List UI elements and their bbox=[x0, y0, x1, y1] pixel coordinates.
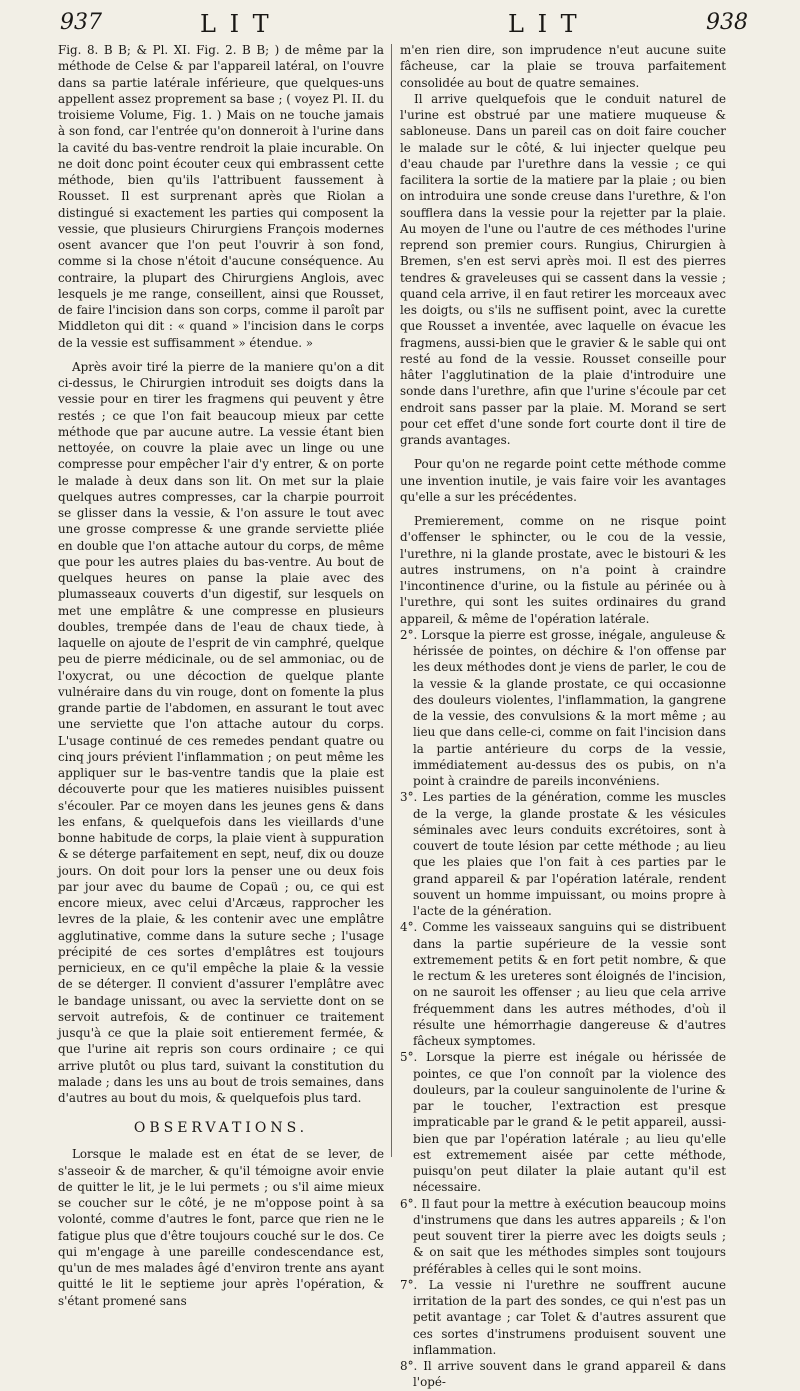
list-item: 6°. Il faut pour la mettre à exécution beaucoup moins d'instrumens que dans les autres appareils ; & l'on peut souvent tirer la pierre avec les doigts seuls ; & on sait que les méthodes simples sont toujours préférables à celles qui le sont moins. bbox=[400, 1196, 726, 1276]
headword-left: L I T bbox=[200, 10, 272, 38]
column-divider bbox=[391, 44, 392, 1157]
paragraph: Premierement, comme on ne risque point d'offenser le sphincter, ou le cou de la vessie, l'urethre, ni la glande prostate, avec le bistouri & les autres instrumens, on n'a point à craindre l'incontinence d'urine, ou la fistule au périnée ou à l'urethre, qui sont les suites ordinaires du grand appareil, & même de l'opération latérale. bbox=[400, 514, 726, 626]
section-heading: OBSERVATIONS. bbox=[133, 1120, 309, 1137]
page-number-right: 938 bbox=[706, 10, 748, 35]
list-item: 5°. Lorsque la pierre est inégale ou hérissée de pointes, ce que l'on connoît par la violence des douleurs, par la couleur sanguinolente de l'urine & par le toucher, l'extraction est presque impraticable par le grand & le petit appareil, aussi-bien que par l'opération latérale ; au lieu qu'elle est extremement aisée par cette méthode, puisqu'on peut dilater la plaie autant qu'il est nécessaire. bbox=[400, 1050, 726, 1195]
paragraph: Pour qu'on ne regarde point cette méthode comme une invention inutile, je vais faire voir les avantages qu'elle a sur les précédentes. bbox=[400, 457, 726, 504]
paragraph: Fig. 8. B B; & Pl. XI. Fig. 2. B B; ) de même par la méthode de Celse & par l'appareil latéral, on l'ouvre dans sa partie latérale inférieure, que quelques-uns appellent assez proprement sa base ; ( voyez Pl. II. du troisieme Volume, Fig. 1. ) Mais on ne touche jamais à son fond, car l'entrée qu'on donneroit à l'urine dans la cavité du bas-ventre rendroit la plaie incurable. On ne doit donc point écouter ceux qui embrassent cette méthode, bien qu'ils l'attribuent faussement à Rousset. Il est surprenant après que Riolan a distingué si exactement les parties qui composent la vessie, que plusieurs Chirurgiens François modernes osent avancer que l'on peut l'ouvrir à son fond, comme si la chose n'étoit d'aucune conséquence. Au contraire, la plupart des Chirurgiens Anglois, avec lesquels je me range, conseillent, ainsi que Rousset, de faire l'incision dans son corps, comme il paroît par Middleton qui dit : « quand » l'incision dans le corps de la vessie est suffisamment » étendue. » bbox=[58, 43, 384, 350]
list-item: 8°. Il arrive souvent dans le grand appareil & dans l'opé- bbox=[400, 1359, 726, 1390]
paragraph: Il arrive quelquefois que le conduit naturel de l'urine est obstrué par une matiere muqueuse & sabloneuse. Dans un pareil cas on doit faire coucher le malade sur le côté, & lui injecter quelque peu d'eau chaude par l'urethre dans la vessie ; ce qui facilitera la sortie de la matiere par la plaie ; ou bien on introduira une sonde creuse dans l'urethre, & l'on soufflera dans la vessie pour la rejetter par la plaie. Au moyen de l'une ou l'autre de ces méthodes l'urine reprend son premier cours. Rungius, Chirurgien à Bremen, s'en est servi après moi. Il est des pierres tendres & graveleuses qui se cassent dans la vessie ; quand cela arrive, il en faut retirer les morceaux avec les doigts, ou s'ils ne suffisent point, avec la curette que Rousset a inventée, avec laquelle on évacue les fragmens, aussi-bien que le gravier & le sable qui ont resté au fond de la vessie. Rousset conseille pour hâter l'agglutination de la plaie d'introduire une sonde dans l'urethre, afin que l'urine s'écoule par cet endroit sans passer par la plaie. M. Morand se sert pour cet effet d'une sonde fort courte dont il tire de grands avantages. bbox=[400, 91, 726, 447]
paragraph: Après avoir tiré la pierre de la maniere qu'on a dit ci-dessus, le Chirurgien introduit ses doigts dans la vessie pour en tirer les fragmens qui peuvent y être restés ; ce que l'on fait beaucoup mieux par cette méthode que par aucune autre. La vessie étant bien nettoyée, on couvre la plaie avec un linge ou une compresse pour empêcher l'air d'y entrer, & on porte le malade à deux dans son lit. On met sur la plaie quelques autres compresses, car la charpie pourroit se glisser dans la vessie, & l'on assure le tout avec une grosse compresse & une grande serviette pliée en double que l'on attache autour du corps, de même que pour les autres plaies du bas-ventre. Au bout de quelques heures on panse la plaie avec des plumasseaux couverts d'un digestif, sur lesquels on met une emplâtre & une compresse en plusieurs doubles, trempée dans de l'eau de chaux tiede, à laquelle on ajoute de l'esprit de vin camphré, quelque peu de pierre médicinale, ou de sel ammoniac, ou de l'oxycrat, ou une décoction de quelque plante vulnéraire dans du vin rouge, dont on fomente la plus grande partie de l'abdomen, en assurant le tout avec une serviette que l'on attache autour du corps. L'usage continué de ces remedes pendant quatre ou cinq jours prévient l'inflammation ; on peut même les appliquer sur le bas-ventre tandis que la plaie est découverte pour que les matieres nuisibles puissent s'écouler. Par ce moyen dans les jeunes gens & dans les enfans, & quelquefois dans les vieillards d'une bonne habitude de corps, la plaie vient à suppuration & se déterge parfaitement en sept, neuf, dix ou douze jours. On doit pour lors la penser une ou deux fois par jour avec du baume de Copaü ; ou, ce qui est encore mieux, avec celui d'Arcæus, rapprocher les levres de la plaie, & les contenir avec une emplâtre agglutinative, comme dans la suture seche ; l'usage précipité de ces sortes d'emplâtres est toujours pernicieux, en ce qu'il empêche la plaie & la vessie de se déterger. Il convient d'assurer l'emplâtre avec le bandage unissant, ou avec la serviette dont on se servoit autrefois, & de continuer ce traitement jusqu'à ce que la plaie soit entierement fermée, & que l'urine ait repris son cours ordinaire ; ce qui arrive plutôt ou plus tard, suivant la constitution du malade ; dans les uns au bout de trois semaines, dans d'autres au bout du mois, & quelquefois plus tard. bbox=[58, 359, 384, 1105]
paragraph: Lorsque le malade est en état de se lever, de s'asseoir & de marcher, & qu'il témoigne avoir envie de quitter le lit, je le lui permets ; ou s'il aime mieux se coucher sur le côté, je ne m'oppose point à sa volonté, comme d'autres le font, parce que rien ne le fatigue plus que d'être toujours couché sur le dos. Ce qui m'engage à une pareille condescendance est, qu'un de mes malades âgé d'environ trente ans ayant quitté le lit le septieme jour après l'opération, & s'étant promené sans bbox=[58, 1147, 384, 1308]
paragraph: m'en rien dire, son imprudence n'eut aucune suite fâcheuse, car la plaie se trouva parfaitement consolidée au bout de quatre semaines. bbox=[400, 43, 726, 90]
left-column bbox=[58, 42, 384, 1308]
right-column bbox=[400, 42, 726, 1390]
list-item: 4°. Comme les vaisseaux sanguins qui se distribuent dans la partie supérieure de la vessie sont extremement petits & en fort petit nombre, & que le rectum & les ureteres sont éloignés de l'incision, on ne sauroit les offenser ; au lieu que cela arrive fréquemment dans les autres méthodes, d'où il résulte une hémorrhagie dangereuse & d'autres fâcheux symptomes. bbox=[400, 920, 726, 1048]
list-item: 3°. Les parties de la génération, comme les muscles de la verge, la glande prostate & les vésicules séminales avec leurs conduits excrétoires, sont à couvert de toute lésion par cette méthode ; au lieu que les plaies que l'on fait à ces parties par le grand appareil & par l'opération latérale, rendent souvent un homme impuissant, ou moins propre à l'acte de la génération. bbox=[400, 790, 726, 918]
running-header bbox=[60, 10, 748, 42]
list-item: 7°. La vessie ni l'urethre ne souffrent aucune irritation de la part des sondes, ce qui n'est pas un petit avantage ; car Tolet & d'autres assurent que ces sortes d'instrumens produisent souvent une inflammation. bbox=[400, 1277, 726, 1357]
page-number-left: 937 bbox=[60, 10, 102, 35]
headword-right: L I T bbox=[508, 10, 580, 38]
list-item: 2°. Lorsque la pierre est grosse, inégale, anguleuse & hérissée de pointes, on déchire & l'on offense par les deux méthodes dont je viens de parler, le cou de la vessie & la glande prostate, ce qui occasionne des douleurs violentes, l'inflammation, la gangrene de la vessie, des convulsions & la mort même ; au lieu que dans celle-ci, comme on fait l'incision dans la partie antérieure du corps de la vessie, immédiatement au-dessus des os pubis, on n'a point à craindre de pareils inconvéniens. bbox=[400, 627, 726, 788]
